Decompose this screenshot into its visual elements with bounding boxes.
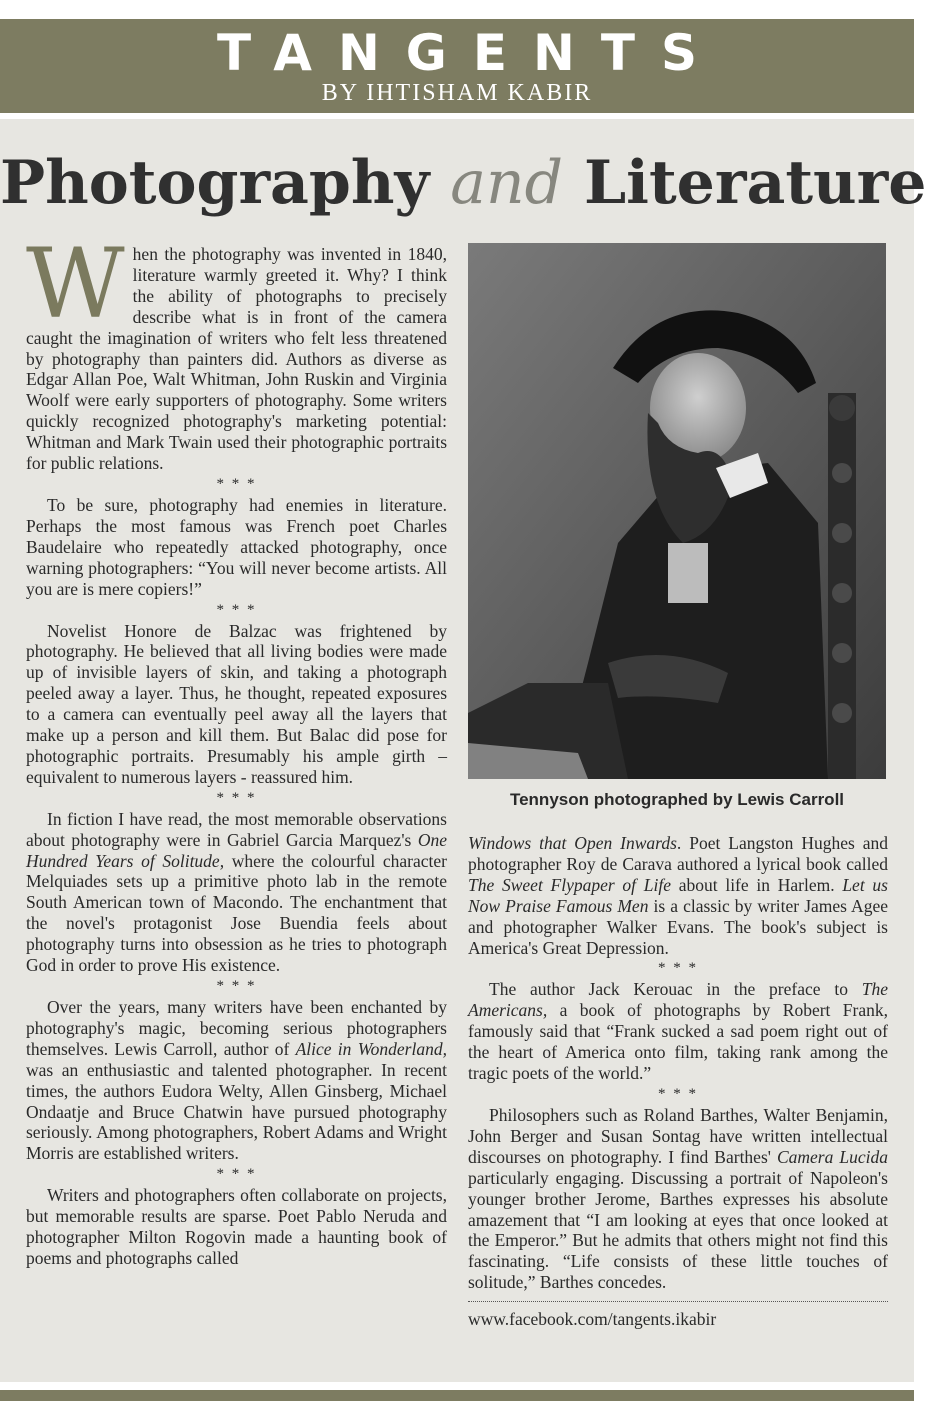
headline-word-and: and [450, 148, 564, 218]
paragraph-intro: When the photography was invented in 1840, literature warmly greeted it. Why? I think the ability of photographs to precisely describe what is in front of the camera caught the imagination of writers who felt less threatened by photography than painters did. Authors as diverse as Edgar Allan Poe, Walt Whitman, John Ruskin and Virginia Woolf were early supporters of photography. Some writers quickly recognized photography's marketing potential: Whitman and Mark Twain used their photographic portraits for public relations. [26, 228, 447, 474]
left-column [26, 228, 447, 1269]
headline-word-photography: Photography [0, 148, 430, 218]
tennyson-photo [468, 243, 886, 779]
paragraph-barthes: Philosophers such as Roland Barthes, Walter Benjamin, John Berger and Susan Sontag have written intellectual discourses on photography. I find Barthes' Camera Lucida particularly engaging. Discussing a portrait of Napoleon's younger brother Jerome, Barthes expresses his absolute amazement that “I am looking at eyes that once looked at the Emperor.” But he admits that others might not find this fascinating. “Life consists of these little touches of solitude,” Barthes concedes. [468, 1104, 889, 1293]
paragraph-marquez: In fiction I have read, the most memorable observations about photography were in Gabriel Garcia Marquez's One Hundred Years of Solitude, where the colourful character Melquiades sets up a primitive photo lab in the remote South American town of Macondo. The enchantment that the novel's protagonist Jose Buendia feels about photography turns into obsession as he tries to photograph God in order to prove His existence. [26, 808, 447, 976]
paragraph-collaborations: Writers and photographers often collaborate on projects, but memorable results are sparse. Poet Pablo Neruda and photographer Milton Rogovin made a haunting book of poems and photographs called [26, 1185, 447, 1268]
section-separator: * * * [216, 789, 257, 806]
facebook-link[interactable]: www.facebook.com/tangents.ikabir [468, 1309, 717, 1330]
paragraph-books: Windows that Open Inwards. Poet Langston Hughes and photographer Roy de Carava authored a lyrical book called The Sweet Flypaper of Life about life in Harlem. Let us Now Praise Famous Men is a classic by writer James Agee and photographer Walker Evans. The book's subject is America's Great Depression. [468, 833, 888, 958]
paragraph-baudelaire: To be sure, photography had enemies in literature. Perhaps the most famous was French poet Charles Baudelaire who repeatedly attacked photography, once warning photographers: “You will never become artists. All you are is mere copiers!” [26, 494, 447, 599]
headline-word-literature: Literature [583, 148, 927, 218]
bottom-bar [0, 1390, 914, 1401]
paragraph-writer-photographers: Over the years, many writers have been enchanted by photography's magic, becoming serious photographers themselves. Lewis Carroll, author of Alice in Wonderland, was an enthusiastic and talented photographer. In recent times, the authors Eudora Welty, Allen Ginsberg, Michael Ondaatje and Bruce Chatwin have pursued photography seriously. Among photographers, Robert Adams and Wright Morris are established writers. [26, 997, 447, 1164]
portrait-image [468, 243, 886, 779]
dotted-rule [468, 1301, 888, 1302]
paragraph-kerouac: The author Jack Kerouac in the preface to The Americans, a book of photographs by Robert Frank, famously said that “Frank sucked a sad poem right out of the heart of America onto film, taking rank among the tragic poets of the world.” [468, 979, 888, 1084]
chair-back [828, 393, 856, 779]
section-separator: * * * [658, 1085, 698, 1102]
masthead [0, 19, 914, 113]
section-separator: * * * [216, 978, 257, 994]
column-title: TANGENTS [217, 24, 723, 82]
article-headline [0, 143, 927, 223]
right-column [468, 833, 888, 1330]
section-separator: * * * [216, 601, 257, 618]
byline: BY IHTISHAM KABIR [321, 80, 593, 106]
section-separator: * * * [216, 475, 257, 492]
section-separator: * * * [216, 1166, 257, 1183]
drop-cap: W [26, 228, 125, 340]
photo-caption: Tennyson photographed by Lewis Carroll [509, 790, 845, 809]
section-separator: * * * [658, 960, 698, 977]
paragraph-balzac: Novelist Honore de Balzac was frightened by photography. He believed that all living bodies were made up of invisible layers of skin, and taking a photograph peeled away a layer. Thus, he thought, repeated exposures to a camera can eventually peel away all the layers that make up a person and kill them. But Balac did pose for photographic portraits. Presumably his ample girth – equivalent to numerous layers - reassured him. [26, 620, 447, 787]
